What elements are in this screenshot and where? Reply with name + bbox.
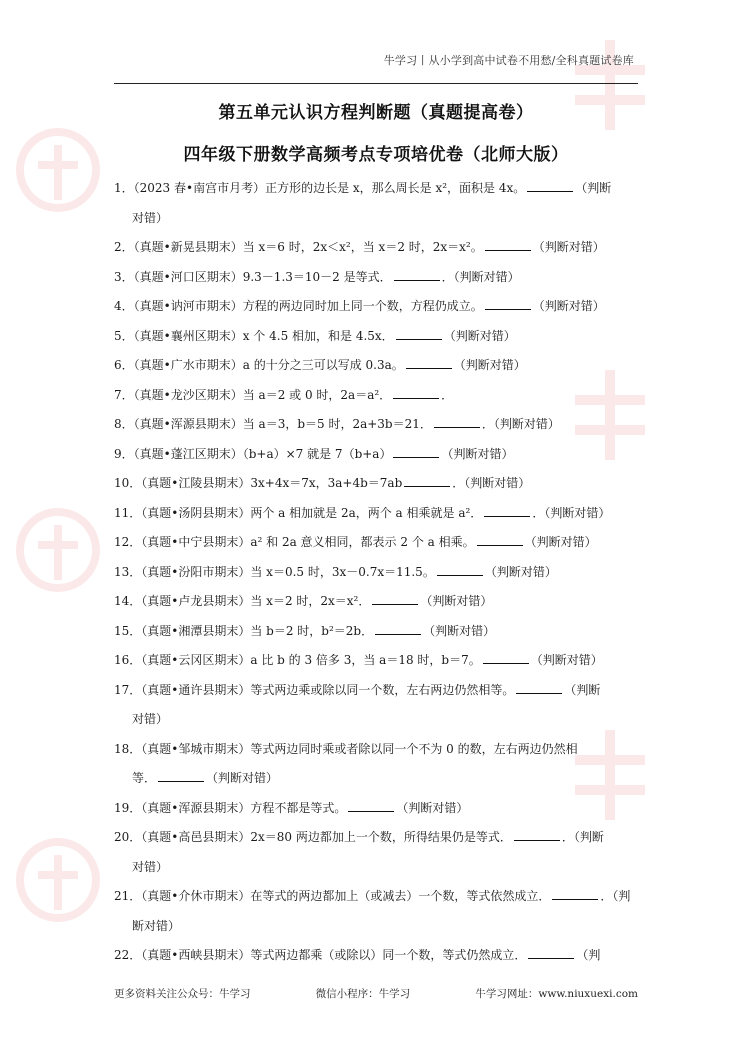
question-continuation — [114, 853, 640, 883]
question-number: 16． — [114, 653, 142, 667]
answer-blank[interactable] — [528, 946, 574, 959]
question-number: 12． — [114, 535, 142, 549]
question-continuation-text: 断对错） — [132, 918, 181, 933]
question-text: （真题•蓬江区期末）（b+a）×7 就是 7（b+a） — [133, 446, 392, 461]
question-number: 7． — [114, 387, 134, 402]
question-judge-prompt: ．（判断 — [561, 830, 604, 844]
question-number: 1． — [114, 181, 134, 195]
watermark-logo-icon — [8, 120, 108, 240]
question-number: 14． — [114, 594, 142, 608]
question-judge-prompt: ． — [441, 387, 454, 402]
question-item — [114, 440, 640, 470]
question-text: （真题•龙沙区期末）当 a＝2 或 0 时，2a＝a²． — [133, 387, 392, 402]
page-subtitle: 四年级下册数学高频考点专项培优卷（北师大版） — [183, 145, 569, 165]
question-number: 11． — [114, 505, 142, 520]
question-item — [114, 381, 640, 411]
question-item — [114, 558, 640, 588]
question-item — [114, 941, 640, 971]
question-number: 13． — [114, 564, 142, 579]
question-judge-prompt: （判断对错） — [441, 446, 514, 461]
question-continuation-text: 对错） — [132, 210, 169, 225]
question-text: （真题•浑源县期末）方程不都是等式。 — [141, 800, 347, 815]
question-number: 5． — [114, 328, 134, 343]
question-text: （真题•云冈区期末）a 比 b 的 3 倍多 3，当 a＝18 时，b＝7。 — [141, 653, 481, 667]
answer-blank[interactable] — [552, 887, 598, 900]
question-judge-prompt: （判断对错） — [484, 564, 557, 579]
question-item — [114, 499, 640, 529]
answer-blank[interactable] — [485, 238, 531, 251]
header-slogan: 牛学习丨从小学到高中试卷不用愁/全科真题试卷库 — [383, 54, 634, 67]
question-item — [114, 322, 640, 352]
answer-blank[interactable] — [375, 622, 421, 635]
question-judge-prompt: ．（判 — [600, 889, 631, 903]
page-footer — [114, 986, 638, 1001]
page-title: 第五单元认识方程判断题（真题提高卷） — [218, 103, 534, 123]
question-text: （2023 春•南宫市月考）正方形的边长是 x，那么周长是 x²，面积是 4x。 — [133, 181, 526, 195]
question-number: 9． — [114, 446, 134, 461]
answer-blank[interactable] — [527, 179, 573, 192]
question-item — [114, 410, 640, 440]
question-continuation-text: 对错） — [132, 859, 169, 874]
question-continuation-text: 等． — [132, 771, 157, 785]
question-judge-prompt: （判断对错） — [396, 800, 469, 815]
question-number: 17． — [114, 682, 142, 697]
answer-blank[interactable] — [514, 828, 560, 841]
question-text: （真题•汾阳市期末）当 x＝0.5 时，3x－0.7x＝11.5。 — [141, 564, 435, 579]
question-text: （真题•通许县期末）等式两边乘或除以同一个数，左右两边仍然相等。 — [141, 682, 515, 697]
question-item — [114, 233, 640, 263]
answer-blank[interactable] — [406, 356, 452, 369]
question-text: （真题•邹城市期末）等式两边同时乘或者除以同一个不为 0 的数，左右两边仍然相 — [141, 741, 578, 756]
answer-blank[interactable] — [394, 268, 440, 281]
question-continuation-text: 对错） — [132, 712, 169, 726]
question-judge-prompt: （判 — [576, 948, 601, 962]
question-item — [114, 617, 640, 647]
answer-blank[interactable] — [477, 533, 523, 546]
answer-blank[interactable] — [484, 504, 530, 517]
question-item — [114, 794, 640, 824]
question-judge-prompt: （判断 — [564, 682, 601, 697]
answer-blank[interactable] — [158, 769, 204, 782]
question-text: （真题•高邑县期末）2x＝80 两边都加上一个数，所得结果仍是等式． — [141, 830, 512, 844]
question-item — [114, 469, 640, 499]
question-item — [114, 882, 640, 912]
answer-blank[interactable] — [404, 474, 450, 487]
watermark-logo-icon — [8, 830, 108, 950]
question-judge-prompt: （判断对错） — [206, 771, 279, 785]
question-number: 4． — [114, 299, 134, 313]
question-text: （真题•襄州区期末）x 个 4.5 相加，和是 4.5x． — [133, 328, 394, 343]
question-judge-prompt: （判断对错） — [530, 653, 603, 667]
question-number: 19． — [114, 800, 142, 815]
question-number: 3． — [114, 269, 134, 284]
question-judge-prompt: ．（判断对错） — [532, 505, 611, 520]
question-number: 18． — [114, 741, 142, 756]
question-number: 10． — [114, 476, 142, 490]
footer-website-link[interactable]: 牛学习网址：www.niuxuexi.com — [475, 988, 638, 1000]
answer-blank[interactable] — [348, 799, 394, 812]
question-number: 6． — [114, 358, 134, 372]
question-judge-prompt: （判断对错） — [420, 594, 493, 608]
answer-blank[interactable] — [483, 651, 529, 664]
watermark-logo-icon — [8, 500, 108, 620]
question-text: （真题•新晃县期末）当 x＝6 时，2x＜x²，当 x＝2 时，2x＝x²。 — [133, 240, 483, 254]
question-item — [114, 676, 640, 706]
question-judge-prompt: ．（判断对错） — [452, 476, 531, 490]
footer-mini-program: 微信小程序：牛学习 — [315, 988, 411, 1000]
question-item — [114, 735, 640, 765]
question-number: 2． — [114, 240, 134, 254]
question-item — [114, 587, 640, 617]
question-judge-prompt: （判断对错） — [524, 535, 597, 549]
question-text: （真题•讷河市期末）方程的两边同时加上同一个数，方程仍成立。 — [133, 299, 483, 313]
answer-blank[interactable] — [485, 297, 531, 310]
question-number: 22． — [114, 948, 142, 962]
question-item — [114, 351, 640, 381]
answer-blank[interactable] — [434, 415, 480, 428]
question-number: 21． — [114, 889, 142, 903]
question-judge-prompt: ．（判断对错） — [481, 417, 560, 431]
question-judge-prompt: （判断对错） — [443, 328, 516, 343]
question-number: 20． — [114, 830, 142, 844]
question-judge-prompt: （判断对错） — [453, 358, 526, 372]
answer-blank[interactable] — [393, 386, 439, 399]
question-judge-prompt: （判断对错） — [423, 623, 496, 638]
question-text: （真题•河口区期末）9.3－1.3＝10－2 是等式． — [133, 269, 392, 284]
question-number: 8． — [114, 417, 134, 431]
answer-blank[interactable] — [516, 681, 562, 694]
question-text: （真题•汤阴县期末）两个 a 相加就是 2a，两个 a 相乘就是 a²． — [141, 505, 483, 520]
question-continuation — [114, 705, 640, 735]
question-item — [114, 823, 640, 853]
question-continuation — [114, 764, 640, 794]
answer-blank[interactable] — [393, 445, 439, 458]
answer-blank[interactable] — [437, 563, 483, 576]
answer-blank[interactable] — [372, 592, 418, 605]
question-text: （真题•浑源县期末）当 a＝3，b＝5 时，2a+3b＝21． — [133, 417, 432, 431]
question-continuation — [114, 204, 640, 234]
question-list — [114, 174, 640, 971]
question-text: （真题•介休市期末）在等式的两边都加上（或减去）一个数，等式依然成立． — [141, 889, 551, 903]
question-item — [114, 646, 640, 676]
question-text: （真题•广水市期末）a 的十分之三可以写成 0.3a。 — [133, 358, 404, 372]
question-judge-prompt: ．（判断对错） — [441, 269, 520, 284]
question-text: （真题•江陵县期末）3x+4x＝7x，3a+4b＝7ab — [141, 476, 403, 490]
question-item — [114, 528, 640, 558]
question-item — [114, 174, 640, 204]
question-number: 15． — [114, 623, 142, 638]
header-divider — [114, 83, 638, 84]
question-text: （真题•中宁县期末）a² 和 2a 意义相同，都表示 2 个 a 相乘。 — [141, 535, 475, 549]
question-text: （真题•西峡县期末）等式两边都乘（或除以）同一个数，等式仍然成立． — [141, 948, 527, 962]
footer-wechat-account: 更多资料关注公众号：牛学习 — [114, 988, 251, 1000]
question-text: （真题•湘潭县期末）当 b＝2 时，b²＝2b． — [141, 623, 374, 638]
question-judge-prompt: （判断对错） — [532, 240, 605, 254]
question-judge-prompt: （判断 — [575, 181, 612, 195]
question-continuation — [114, 912, 640, 942]
question-judge-prompt: （判断对错） — [532, 299, 605, 313]
answer-blank[interactable] — [396, 327, 442, 340]
question-item — [114, 263, 640, 293]
question-text: （真题•卢龙县期末）当 x＝2 时，2x＝x²． — [141, 594, 371, 608]
question-item — [114, 292, 640, 322]
